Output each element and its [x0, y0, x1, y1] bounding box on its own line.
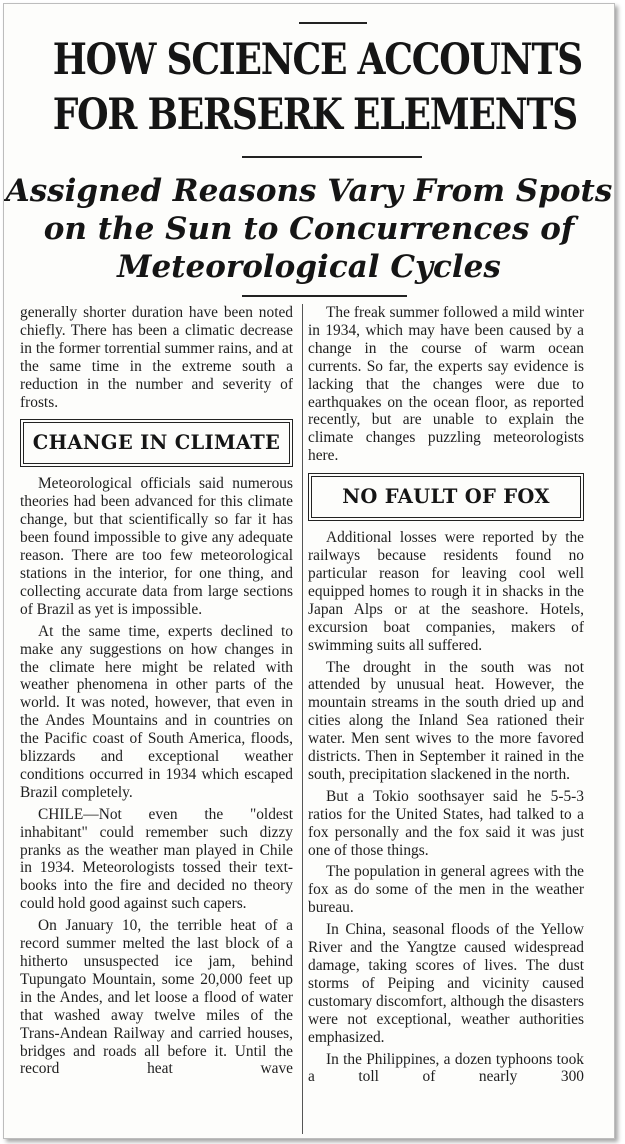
left-paragraph-5: On January 10, the terrible heat of a record summer melted the last block of a hitherto unsuspected ice jam, behind Tupungato Mountain, some 20,000 feet up in the Andes, and let loose a flood of water that washed away twelve miles of the Trans-Andean Railway and carried houses, bridges and roads all before it. Until the record heat wave — [20, 917, 293, 1078]
subheadline-rule — [242, 295, 407, 297]
top-rule — [299, 22, 367, 24]
column-divider — [302, 304, 303, 1134]
right-paragraph-3: The drought in the south was not attended by unusual heat. However, the mountain streams in the south dried up and cities along the Inland Sea rationed their water. Men sent wives to the more favored districts. Then in September it rained in the south, precipitation slackened in the north. — [308, 658, 584, 783]
left-paragraph-2: Meteorological officials said numerous theories had been advanced for this climate change, but that scientifically so far it has been found impossible to give any adequate reason. There are too few meteorological stations in the interior, for one thing, and collecting accurate data from large sections of Brazil as yet is impossible. — [20, 475, 293, 618]
right-paragraph-6: In China, seasonal floods of the Yellow River and the Yangtze caused widespread damage, taking scores of lives. The dust storms of Peiping and vicinity caused customary discomfort, although the disasters were not exceptional, weather authorities emphasized. — [308, 921, 584, 1046]
headline-line-1: HOW SCIENCE ACCOUNTS — [52, 35, 582, 85]
headline-line-2: FOR BERSERK ELEMENTS — [52, 90, 577, 140]
subheadline-line-3: Meteorological Cycles — [117, 249, 501, 285]
left-paragraph-4: CHILE—Not even the "oldest inhabitant" could remember such dizzy pranks as the weather man played in Chile in 1934. Meteorologists tossed their text-books into the fire and decided no theory could hold good against such capers. — [20, 805, 293, 913]
right-paragraph-2: Additional losses were reported by the railways because residents found no particular reason for leaving cool well equipped homes to rough it in shacks in the Japan Alps or at the seashore. Hotels, excursion boat companies, makers of swimming suits all suffered. — [308, 529, 584, 654]
left-paragraph-1: generally shorter duration have been noted chiefly. There has been a climatic decrease in the former torrential summer rains, and at the same time in the extreme south a reduction in the number and severity of frosts. — [20, 304, 293, 411]
subheadline-line-1: Assigned Reasons Vary From Spots — [5, 173, 613, 209]
left-subhead: CHANGE IN CLIMATE — [23, 422, 290, 464]
newspaper-clipping — [3, 3, 615, 1139]
right-paragraph-4: But a Tokio soothsayer said he 5-5-3 ratios for the United States, had talked to a fox personally and the fox said it was just one of those things. — [308, 787, 584, 859]
left-subhead-box — [20, 419, 293, 467]
right-paragraph-7: In the Philippines, a dozen typhoons took a toll of nearly 300 — [308, 1050, 584, 1086]
right-subhead-box — [308, 473, 584, 521]
subheadline-line-2: on the Sun to Concurrences of — [43, 211, 575, 247]
headline-rule — [242, 156, 422, 158]
right-column — [308, 304, 584, 1090]
left-paragraph-3: At the same time, experts declined to make any suggestions on how changes in the climate here might be related with weather phenomena in other parts of the world. It was noted, however, that even in the Andes Mountains and in countries on the Pacific coast of South America, floods, blizzards and exceptional weather conditions occurred in 1934 which escaped Brazil completely. — [20, 622, 293, 801]
right-paragraph-5: The population in general agrees with the fox as do some of the men in the weather bureau. — [308, 863, 584, 917]
right-paragraph-1: The freak summer followed a mild winter in 1934, which may have been caused by a change in the course of warm ocean currents. So far, the experts say evidence is lacking that the changes were due to earthquakes on the ocean floor, as reported recently, but are unable to explain the climate changes puzzling meteorologists here. — [308, 304, 584, 465]
right-subhead: NO FAULT OF FOX — [311, 476, 581, 518]
left-column — [20, 304, 293, 1082]
